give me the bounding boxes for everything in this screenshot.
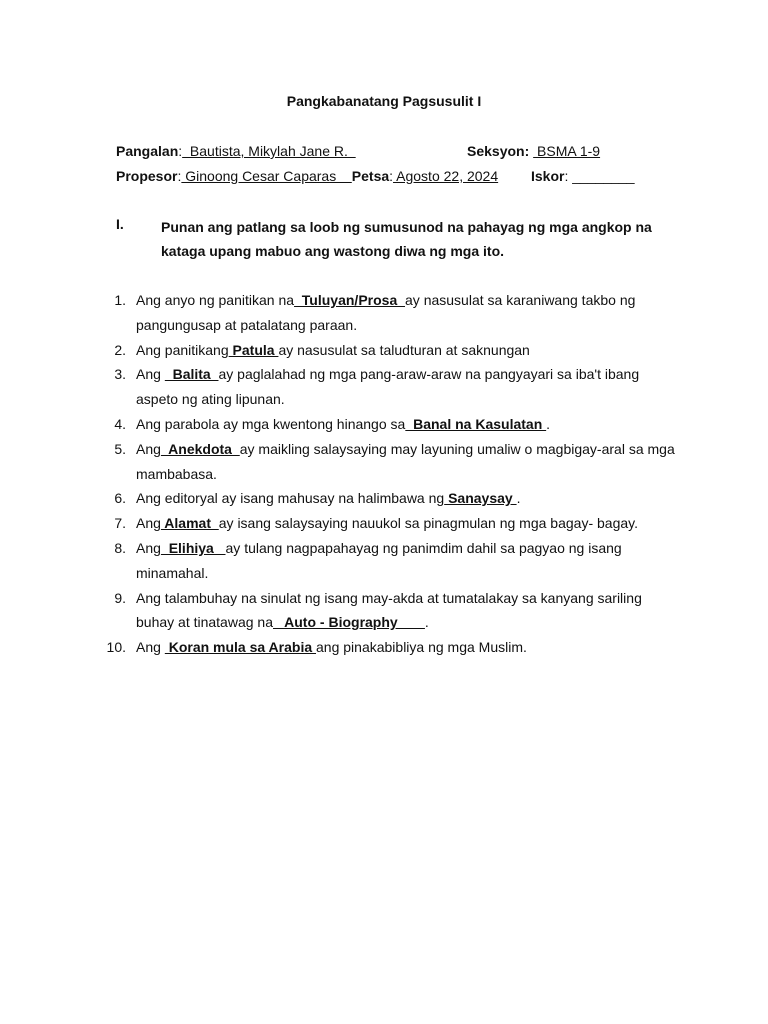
item-number: 8. xyxy=(114,539,126,556)
item-number: 1. xyxy=(114,292,126,308)
answer-blank: Elihiya xyxy=(160,539,226,556)
list-item xyxy=(0,362,768,412)
list-item xyxy=(0,486,768,511)
section-number: I. xyxy=(116,216,124,232)
list-item xyxy=(0,288,768,338)
item-text-after: . xyxy=(516,490,521,507)
item-text-after: ay nasusulat sa karaniwang takbo ng pangungusap at patalatang paraan. xyxy=(136,292,636,333)
professor-value: Ginoong Cesar Caparas xyxy=(181,168,352,184)
answer-blank: Sanaysay xyxy=(444,490,517,507)
list-item xyxy=(0,437,768,487)
page-title: Pangkabanatang Pagsusulit I xyxy=(286,93,482,109)
answer-blank: Alamat xyxy=(160,515,219,532)
professor-line: Propesor: Ginoong Cesar Caparas Petsa: Agosto 22, 2024 xyxy=(116,168,499,184)
date-value: Agosto 22, 2024 xyxy=(393,168,499,184)
item-text xyxy=(136,511,681,536)
name-line xyxy=(116,142,356,160)
item-text-before: Ang xyxy=(136,440,161,457)
item-text-before: Ang anyo ng panitikan na xyxy=(136,292,295,308)
item-number: 7. xyxy=(114,515,126,532)
section-instruction: Punan ang patlang sa loob ng sumusunod na pahayag ng mga angkop na kataga upang mabuo ang wastong diwa ng mga ito. xyxy=(161,219,652,259)
score-value: ________ xyxy=(572,168,635,184)
list-item xyxy=(0,412,768,437)
question-list xyxy=(0,288,768,660)
item-text-before: Ang talambuhay na sinulat ng isang may-akda at tumatalakay sa kanyang sariling buhay at tinatawag na xyxy=(136,589,642,631)
section-label: Seksyon: xyxy=(467,143,530,159)
item-text-after: ay paglalahad ng mga pang-araw-araw na pangyayari sa iba't ibang aspeto ng ating lipunan. xyxy=(136,366,640,408)
answer-blank: Patula xyxy=(228,341,279,358)
item-text-after: . xyxy=(424,614,429,631)
item-text-before: Ang xyxy=(136,515,161,532)
item-text xyxy=(136,635,681,660)
list-item xyxy=(0,635,768,660)
item-text-after: ang pinakabibliya ng mga Muslim. xyxy=(316,639,527,656)
item-text-after: ay maikling salaysaying may layuning umaliw o magbigay-aral sa mga mambabasa. xyxy=(136,440,675,482)
score-line: Iskor: ________ xyxy=(531,168,635,184)
item-text-after: ay isang salaysaying nauukol sa pinagmulan ng mga bagay- bagay. xyxy=(218,515,638,532)
answer-blank: Koran mula sa Arabia xyxy=(164,639,317,656)
item-number: 10. xyxy=(106,639,126,656)
item-text-before: Ang parabola ay mga kwentong hinango sa xyxy=(136,415,406,432)
item-text xyxy=(136,362,681,412)
item-text-before: Ang xyxy=(136,639,165,656)
item-text xyxy=(136,437,681,487)
item-text-after: ay nasusulat sa taludturan at saknungan xyxy=(278,341,530,358)
name-colon: : xyxy=(178,143,183,159)
item-text-before: Ang editoryal ay isang mahusay na halimbawa ng xyxy=(136,490,445,507)
item-text xyxy=(136,412,681,437)
item-number: 3. xyxy=(114,366,126,383)
item-text-before: Ang xyxy=(136,539,161,556)
item-number: 4. xyxy=(114,415,126,432)
professor-label: Propesor xyxy=(116,168,178,184)
item-number: 9. xyxy=(114,589,126,606)
item-number: 2. xyxy=(114,341,126,358)
item-text-after: ay tulang nagpapahayag ng panimdim dahil sa pagyao ng isang minamahal. xyxy=(136,539,622,581)
answer-blank: Tuluyan/Prosa xyxy=(294,292,406,308)
list-item xyxy=(0,586,768,636)
section-value: BSMA 1-9 xyxy=(533,143,601,159)
answer-blank: Anekdota xyxy=(160,440,240,457)
date-label: Petsa xyxy=(351,168,390,184)
item-text-before: Ang panitikang xyxy=(136,341,229,358)
answer-blank: Auto - Biography xyxy=(273,614,425,631)
section-line xyxy=(467,142,600,160)
item-text-after: . xyxy=(546,415,551,432)
item-text xyxy=(136,486,681,511)
name-value: Bautista, Mikylah Jane R. xyxy=(182,143,356,159)
list-item xyxy=(0,511,768,536)
score-label: Iskor xyxy=(531,168,565,184)
name-label: Pangalan xyxy=(116,143,179,159)
item-text xyxy=(136,536,681,586)
item-text xyxy=(136,338,681,363)
item-number: 6. xyxy=(114,490,126,507)
item-number: 5. xyxy=(114,440,126,457)
answer-blank: Balita xyxy=(164,366,219,383)
item-text xyxy=(136,586,681,636)
list-item xyxy=(0,536,768,586)
item-text-before: Ang xyxy=(136,366,165,383)
answer-blank: Banal na Kasulatan xyxy=(405,415,547,432)
item-text xyxy=(136,288,681,338)
list-item xyxy=(0,338,768,363)
